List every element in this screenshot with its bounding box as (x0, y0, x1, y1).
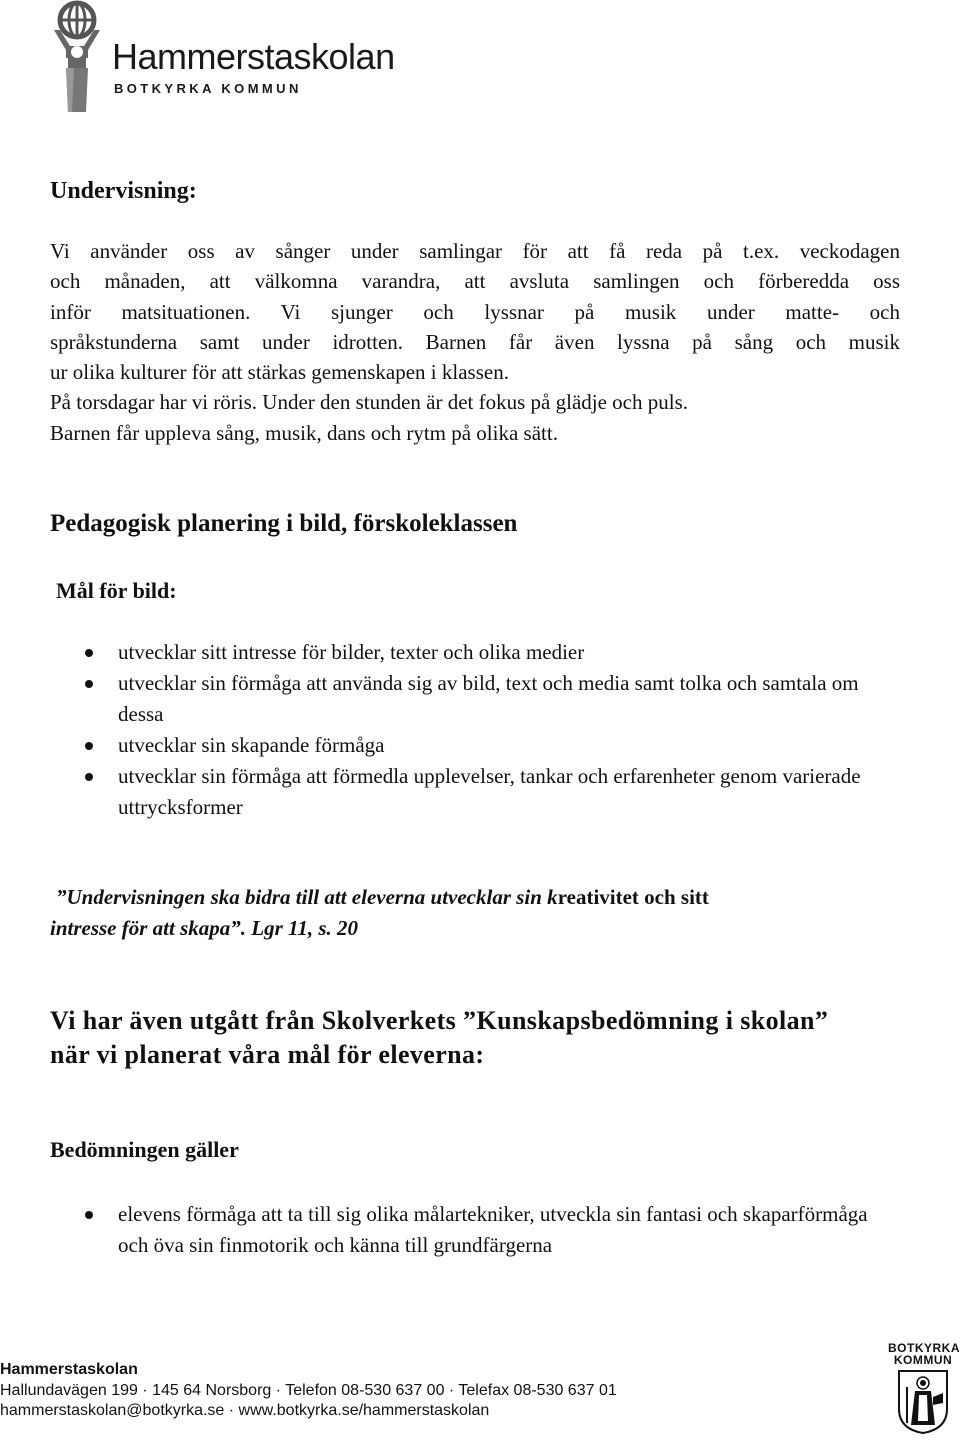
list-item (50, 668, 870, 730)
bullet-icon (85, 1211, 93, 1219)
heading-undervisning: Undervisning: (50, 178, 197, 204)
heading-pedagogisk-planering: Pedagogisk planering i bild, förskoleklassen (50, 510, 518, 537)
undervisning-paragraph (50, 236, 900, 448)
quote-part-italic: ”Undervisningen ska bidra till att eleverna utvecklar sin k (56, 885, 558, 909)
list-item (50, 761, 870, 823)
school-logo-icon (50, 0, 104, 116)
paragraph-line: inför matsituationen. Vi sjunger och lyssnar på musik under matte- och (50, 299, 900, 324)
bullet-icon (85, 773, 93, 781)
footer-school-name: Hammerstaskolan (0, 1361, 138, 1378)
list-item-text: utvecklar sitt intresse för bilder, texter och olika medier (118, 640, 585, 664)
municipality-logo (888, 1342, 958, 1440)
list-item (50, 637, 870, 668)
paragraph-line: Barnen får uppleva sång, musik, dans och rytm på olika sätt. (50, 420, 558, 445)
footer-contact: hammerstaskolan@botkyrka.se · www.botkyrka.se/hammerstaskolan (0, 1402, 490, 1419)
list-item-text: utvecklar sin förmåga att förmedla upplevelser, tankar och erfarenheter genom varierade uttrycksformer (118, 764, 861, 819)
bullet-icon (85, 680, 93, 688)
footer-address: Hallundavägen 199 · 145 64 Norsborg · Telefon 08-530 637 00 · Telefax 08-530 637 01 (0, 1381, 617, 1399)
bullet-icon (85, 742, 93, 750)
municipality-logo-line1: BOTKYRKA (888, 1341, 960, 1355)
list-item (50, 730, 870, 761)
curriculum-quote (50, 882, 930, 944)
paragraph-line: Vi använder oss av sånger under samlingar för att få reda på t.ex. veckodagen (50, 239, 900, 263)
heading-mal-for-bild: Mål för bild: (56, 578, 177, 603)
list-item-text: utvecklar sin skapande förmåga (118, 733, 385, 757)
paragraph-line: språkstunderna samt under idrotten. Barnen får även lyssna på sång och musik (50, 329, 900, 354)
logo-municipality: BOTKYRKA KOMMUN (114, 81, 302, 96)
list-item-text: utvecklar sin förmåga att använda sig av bild, text och media samt tolka och samtala om dessa (118, 671, 859, 726)
saint-figure-crest-icon (897, 1369, 949, 1440)
heading-skolverket: Vi har även utgått från Skolverkets ”Kunskapsbedömning i skolan” när vi planerat våra mål för eleverna: (50, 1006, 829, 1069)
list-item (50, 1199, 880, 1261)
heading-bedomning: Bedömningen gäller (50, 1137, 239, 1162)
bullet-icon (85, 649, 93, 657)
paragraph-line: och månaden, att välkomna varandra, att avsluta samlingen och förberedda oss (50, 269, 900, 294)
bedomning-bullet-list (50, 1199, 880, 1261)
list-item-text: elevens förmåga att ta till sig olika målartekniker, utveckla sin fantasi och skaparförmåga och öva sin finmotorik och känna till grundfärgerna (118, 1202, 868, 1257)
mal-bullet-list (50, 637, 870, 823)
paragraph-line: ur olika kulturer för att stärkas gemenskapen i klassen. (50, 360, 509, 385)
logo-school-name: Hammerstaskolan (112, 36, 395, 77)
quote-part-italic-second: intresse för att skapa”. Lgr 11, s. 20 (50, 916, 359, 940)
quote-part-regular: reativitet och sitt (557, 885, 709, 909)
footer (0, 1360, 617, 1422)
paragraph-line: På torsdagar har vi röris. Under den stunden är det fokus på glädje och puls. (50, 390, 688, 415)
municipality-logo-line2: KOMMUN (893, 1353, 953, 1367)
